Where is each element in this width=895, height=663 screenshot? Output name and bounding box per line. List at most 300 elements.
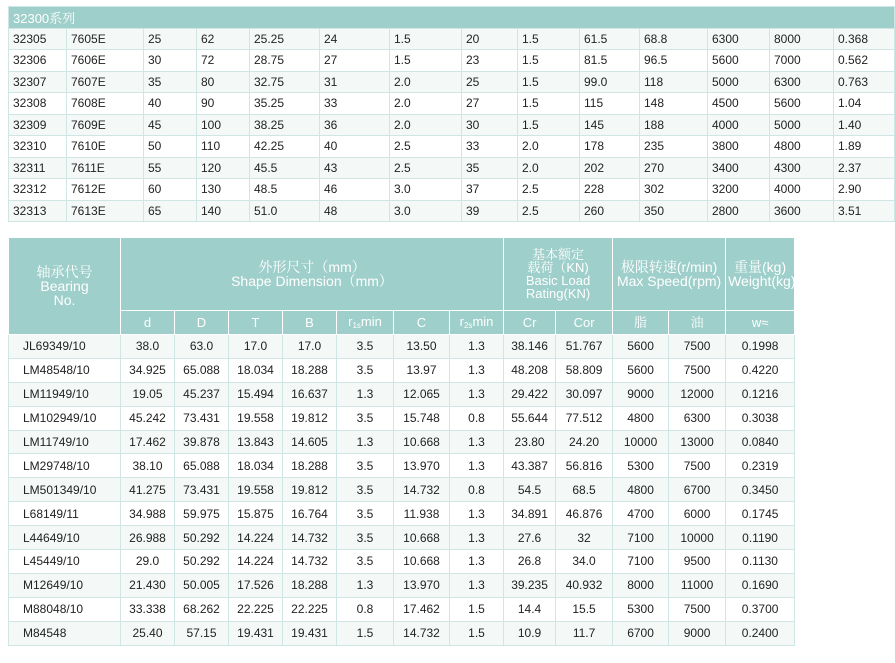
table-cell: 11.938 [394, 502, 450, 526]
table-cell: 18.288 [283, 358, 337, 382]
table-cell: 3.0 [390, 179, 462, 201]
table-cell: 120 [197, 157, 250, 179]
table-cell: 15.875 [229, 502, 283, 526]
table-cell: 30.097 [556, 382, 613, 406]
col-header-r1smin [337, 311, 394, 335]
table-cell: 0.2400 [726, 621, 795, 645]
table-cell: 23.80 [504, 430, 556, 454]
table-cell: 38.0 [121, 335, 175, 359]
table-cell: 13000 [669, 430, 726, 454]
table-cell: 9000 [669, 621, 726, 645]
table-cell: 1.5 [450, 621, 504, 645]
table-cell: 140 [197, 200, 250, 222]
table-cell: 1.5 [518, 28, 580, 50]
table-cell: 32306 [9, 50, 67, 72]
table-row [9, 526, 795, 550]
table-cell: 115 [580, 93, 640, 115]
table-cell: 12000 [669, 382, 726, 406]
table-cell: 5600 [613, 358, 669, 382]
table-cell: 33.338 [121, 597, 175, 621]
taper-table-body [9, 335, 795, 646]
table-cell: 27.6 [504, 526, 556, 550]
basic-load-cn1: 基本额定 [532, 247, 585, 262]
table-row [9, 382, 795, 406]
table-cell: 1.3 [450, 454, 504, 478]
table-cell: 11000 [669, 573, 726, 597]
table-cell: 6700 [613, 621, 669, 645]
table-cell: 48.5 [250, 179, 320, 201]
table-cell: 2.0 [390, 71, 462, 93]
table-row [9, 358, 795, 382]
table-cell: 1.3 [450, 550, 504, 574]
weight-header [726, 238, 795, 311]
table-cell: 0.8 [450, 406, 504, 430]
table-cell: 3.5 [337, 358, 394, 382]
table-cell: 50.292 [175, 550, 229, 574]
table-cell: 21.430 [121, 573, 175, 597]
table-cell: 1.3 [450, 358, 504, 382]
table-cell: 2.0 [390, 93, 462, 115]
table-cell: 26.988 [121, 526, 175, 550]
table-cell: 4800 [770, 136, 834, 158]
table-cell: 2.0 [390, 114, 462, 136]
shape-dimension-en: Shape Dimension（mm） [231, 273, 393, 289]
table-cell: 9500 [669, 550, 726, 574]
table-row [9, 454, 795, 478]
table-cell: 73.431 [175, 478, 229, 502]
table-cell: 4700 [613, 502, 669, 526]
table-cell: 39 [462, 200, 518, 222]
table-cell: 1.3 [450, 335, 504, 359]
table-cell: 63.0 [175, 335, 229, 359]
taper-table-header [9, 238, 795, 335]
table-row [9, 335, 795, 359]
table-cell: 50 [144, 136, 197, 158]
table-cell: 35 [144, 71, 197, 93]
table-cell: 13.50 [394, 335, 450, 359]
table-cell: 2.5 [518, 200, 580, 222]
table-cell: 34.891 [504, 502, 556, 526]
table-cell: 26.8 [504, 550, 556, 574]
shape-dimension-cn: 外形尺寸（mm） [258, 259, 366, 275]
table-cell: 1.3 [337, 430, 394, 454]
table-cell: 2.0 [518, 157, 580, 179]
weight-cn: 重量(kg) [734, 259, 787, 275]
table-cell: 0.562 [834, 50, 895, 72]
table-cell: 11.7 [556, 621, 613, 645]
series-caption: 32300系列 [9, 7, 895, 29]
table-cell: 0.0840 [726, 430, 795, 454]
table-cell: 50.005 [175, 573, 229, 597]
basic-load-header [504, 238, 613, 311]
r2-sub: 2s [463, 321, 473, 330]
table-cell: 1.40 [834, 114, 895, 136]
table-row [9, 93, 895, 115]
table-cell: 68.262 [175, 597, 229, 621]
table-cell: 0.8 [337, 597, 394, 621]
table-cell: 7500 [669, 597, 726, 621]
table-cell: 48 [320, 200, 390, 222]
table-cell: 8000 [770, 28, 834, 50]
table-cell: L45449/10 [9, 550, 121, 574]
table-cell: 6300 [669, 406, 726, 430]
table-row [9, 478, 795, 502]
table-cell: 0.1690 [726, 573, 795, 597]
table-cell: 46.876 [556, 502, 613, 526]
table-cell: 228 [580, 179, 640, 201]
table-cell: 18.288 [283, 573, 337, 597]
bearing-no-en1: Bearing [40, 278, 89, 294]
table-cell: 0.1130 [726, 550, 795, 574]
table-cell: 72 [197, 50, 250, 72]
table-cell: 7500 [669, 358, 726, 382]
table-cell: 33 [320, 93, 390, 115]
table-cell: 1.04 [834, 93, 895, 115]
table-cell: 32305 [9, 28, 67, 50]
table-cell: 14.224 [229, 526, 283, 550]
col-header-r2smin [450, 311, 504, 335]
r1-tail: min [360, 314, 382, 329]
table-cell: 42.25 [250, 136, 320, 158]
table-cell: 38.146 [504, 335, 556, 359]
table-row [9, 621, 795, 645]
table-cell: 7605E [67, 28, 144, 50]
table-cell: 7611E [67, 157, 144, 179]
table-cell: 3.51 [834, 200, 895, 222]
table-cell: 45 [144, 114, 197, 136]
table-cell: 19.812 [283, 478, 337, 502]
table-cell: 37 [462, 179, 518, 201]
table-cell: 18.034 [229, 358, 283, 382]
table-cell: 1.5 [518, 71, 580, 93]
table-cell: 7606E [67, 50, 144, 72]
table-cell: 0.368 [834, 28, 895, 50]
table-cell: 15.494 [229, 382, 283, 406]
basic-load-en2: Rating(KN) [525, 286, 591, 301]
table-cell: 118 [640, 71, 708, 93]
table-cell: 0.2319 [726, 454, 795, 478]
table-cell: 80 [197, 71, 250, 93]
table-cell: 65.088 [175, 454, 229, 478]
table-cell: 10000 [669, 526, 726, 550]
col-header-d: d [121, 311, 175, 335]
table-cell: 27 [320, 50, 390, 72]
table-cell: M12649/10 [9, 573, 121, 597]
table-cell: 14.732 [283, 526, 337, 550]
table-cell: 16.764 [283, 502, 337, 526]
table-cell: 188 [640, 114, 708, 136]
table-cell: 0.3700 [726, 597, 795, 621]
table-cell: 25 [462, 71, 518, 93]
table-cell: 58.809 [556, 358, 613, 382]
col-header-D: D [175, 311, 229, 335]
r1-base: r [348, 314, 353, 329]
table-cell: 22.225 [283, 597, 337, 621]
table-cell: L68149/11 [9, 502, 121, 526]
basic-load-cn2: 载荷（KN) [527, 260, 589, 275]
table-cell: LM102949/10 [9, 406, 121, 430]
table-cell: 4000 [770, 179, 834, 201]
shape-dimension-header [121, 238, 504, 311]
table-cell: 3200 [708, 179, 770, 201]
table-cell: 19.558 [229, 478, 283, 502]
table-cell: 29.422 [504, 382, 556, 406]
table-cell: 25.40 [121, 621, 175, 645]
table-cell: 6000 [669, 502, 726, 526]
table-cell: 14.732 [394, 478, 450, 502]
table-cell: LM48548/10 [9, 358, 121, 382]
table-cell: L44649/10 [9, 526, 121, 550]
table-cell: 1.5 [390, 28, 462, 50]
table-cell: 17.0 [283, 335, 337, 359]
table-cell: 2.37 [834, 157, 895, 179]
table-cell: 5600 [708, 50, 770, 72]
table-cell: 65.088 [175, 358, 229, 382]
table-cell: 1.5 [390, 50, 462, 72]
table-cell: 10000 [613, 430, 669, 454]
table-cell: 7000 [770, 50, 834, 72]
table-cell: 1.5 [518, 50, 580, 72]
series-32300-table [8, 6, 895, 222]
table-row [9, 573, 795, 597]
table-cell: 73.431 [175, 406, 229, 430]
table-cell: 32311 [9, 157, 67, 179]
table-cell: 130 [197, 179, 250, 201]
table-cell: 13.843 [229, 430, 283, 454]
table-cell: 5000 [770, 114, 834, 136]
table-cell: 20 [462, 28, 518, 50]
table-cell: 7100 [613, 550, 669, 574]
table-cell: 34.925 [121, 358, 175, 382]
bearing-no-en2: No. [53, 292, 76, 308]
table-cell: 32 [556, 526, 613, 550]
taper-bearing-table [8, 237, 795, 646]
col-header-Cr: Cr [504, 311, 556, 335]
table-cell: 7500 [669, 335, 726, 359]
table-cell: 23 [462, 50, 518, 72]
table-cell: 39.235 [504, 573, 556, 597]
table-cell: 17.526 [229, 573, 283, 597]
table-cell: 2.5 [390, 157, 462, 179]
table-cell: 9000 [613, 382, 669, 406]
table-cell: 81.5 [580, 50, 640, 72]
table-row [9, 502, 795, 526]
table-cell: 43.387 [504, 454, 556, 478]
table-cell: 60 [144, 179, 197, 201]
table-cell: 145 [580, 114, 640, 136]
table-cell: 3.5 [337, 335, 394, 359]
table-row [9, 200, 895, 222]
table-cell: 178 [580, 136, 640, 158]
table-cell: 32310 [9, 136, 67, 158]
table-cell: 14.4 [504, 597, 556, 621]
table-cell: 68.8 [640, 28, 708, 50]
table-cell: 16.637 [283, 382, 337, 406]
table-cell: 33 [462, 136, 518, 158]
table-cell: 7612E [67, 179, 144, 201]
table-cell: 40 [144, 93, 197, 115]
table-row [9, 71, 895, 93]
max-speed-cn: 极限转速(r/min) [620, 259, 718, 275]
table-cell: 202 [580, 157, 640, 179]
table-row [9, 157, 895, 179]
table-cell: 1.5 [518, 93, 580, 115]
r2-base: r [459, 314, 464, 329]
max-speed-en: Max Speed(rpm) [616, 273, 722, 289]
table-cell: 1.3 [450, 382, 504, 406]
table-cell: 14.605 [283, 430, 337, 454]
table-cell: LM11749/10 [9, 430, 121, 454]
table-cell: 39.878 [175, 430, 229, 454]
table-cell: 25 [144, 28, 197, 50]
table-cell: 2.5 [390, 136, 462, 158]
table-cell: 1.3 [450, 526, 504, 550]
table-cell: 38.10 [121, 454, 175, 478]
table-cell: 8000 [613, 573, 669, 597]
table-cell: 7613E [67, 200, 144, 222]
col-header-Cor: Cor [556, 311, 613, 335]
table-cell: 32309 [9, 114, 67, 136]
table-cell: 99.0 [580, 71, 640, 93]
table-cell: 34.988 [121, 502, 175, 526]
r2-tail: min [472, 314, 494, 329]
table-cell: 19.431 [283, 621, 337, 645]
table-cell: 110 [197, 136, 250, 158]
table-cell: 13.970 [394, 454, 450, 478]
table-cell: 35.25 [250, 93, 320, 115]
table-cell: 17.462 [121, 430, 175, 454]
table-cell: 40.932 [556, 573, 613, 597]
table-cell: 32308 [9, 93, 67, 115]
table-cell: 3.5 [337, 478, 394, 502]
table-cell: 29.0 [121, 550, 175, 574]
table-cell: 1.5 [337, 621, 394, 645]
table-cell: 3.5 [337, 406, 394, 430]
table-cell: 51.767 [556, 335, 613, 359]
table-cell: 25.25 [250, 28, 320, 50]
table-cell: LM501349/10 [9, 478, 121, 502]
table-cell: 2800 [708, 200, 770, 222]
table-cell: 13.97 [394, 358, 450, 382]
table-cell: 3.5 [337, 454, 394, 478]
table-cell: 62 [197, 28, 250, 50]
table-cell: 32313 [9, 200, 67, 222]
table-cell: 19.431 [229, 621, 283, 645]
max-speed-header [613, 238, 726, 311]
table-cell: 1.3 [450, 430, 504, 454]
table-cell: 35 [462, 157, 518, 179]
table-row [9, 597, 795, 621]
table-cell: 4300 [770, 157, 834, 179]
table-cell: 96.5 [640, 50, 708, 72]
table-cell: 7609E [67, 114, 144, 136]
table-cell: 5300 [613, 597, 669, 621]
table-cell: M88048/10 [9, 597, 121, 621]
table-cell: 45.5 [250, 157, 320, 179]
table-cell: 2.5 [518, 179, 580, 201]
table-cell: 0.1745 [726, 502, 795, 526]
table-cell: 3600 [770, 200, 834, 222]
table-cell: 6300 [770, 71, 834, 93]
table-cell: 148 [640, 93, 708, 115]
table-cell: 22.225 [229, 597, 283, 621]
table-cell: 4800 [613, 478, 669, 502]
table-cell: 7100 [613, 526, 669, 550]
table-row [9, 179, 895, 201]
table-cell: 7610E [67, 136, 144, 158]
table-cell: 51.0 [250, 200, 320, 222]
table-cell: 3.5 [337, 550, 394, 574]
table-cell: 5300 [613, 454, 669, 478]
table-cell: 7607E [67, 71, 144, 93]
table-cell: 32307 [9, 71, 67, 93]
table-cell: 0.1216 [726, 382, 795, 406]
table-cell: 350 [640, 200, 708, 222]
table-cell: 7608E [67, 93, 144, 115]
series-table-body [9, 28, 895, 222]
table-cell: 10.668 [394, 550, 450, 574]
table-cell: 45.237 [175, 382, 229, 406]
table-cell: 1.3 [450, 502, 504, 526]
col-header-T: T [229, 311, 283, 335]
table-cell: 14.732 [283, 550, 337, 574]
table-cell: 1.3 [450, 573, 504, 597]
basic-load-en1: Basic Load [525, 273, 591, 288]
table-cell: 260 [580, 200, 640, 222]
table-cell: LM29748/10 [9, 454, 121, 478]
weight-en: Weight(kg) [728, 273, 796, 289]
table-row [9, 406, 795, 430]
table-cell: 38.25 [250, 114, 320, 136]
table-cell: 19.05 [121, 382, 175, 406]
table-cell: 2.0 [518, 136, 580, 158]
table-cell: 1.5 [518, 114, 580, 136]
table-cell: 28.75 [250, 50, 320, 72]
table-cell: 4500 [708, 93, 770, 115]
table-cell: 24 [320, 28, 390, 50]
table-cell: 50.292 [175, 526, 229, 550]
table-cell: 30 [462, 114, 518, 136]
table-cell: 24.20 [556, 430, 613, 454]
table-cell: 10.668 [394, 430, 450, 454]
table-cell: 48.208 [504, 358, 556, 382]
r1-sub: 1s [352, 321, 361, 330]
table-cell: 10.668 [394, 526, 450, 550]
table-cell: 90 [197, 93, 250, 115]
table-cell: 45.242 [121, 406, 175, 430]
table-cell: 2.90 [834, 179, 895, 201]
table-cell: LM11949/10 [9, 382, 121, 406]
table-cell: 18.034 [229, 454, 283, 478]
table-row [9, 28, 895, 50]
table-cell: 3.5 [337, 502, 394, 526]
table-cell: 27 [462, 93, 518, 115]
bearing-no-cn: 轴承代号 [36, 264, 93, 280]
table-cell: 14.732 [394, 621, 450, 645]
table-cell: 0.4220 [726, 358, 795, 382]
table-cell: 34.0 [556, 550, 613, 574]
table-cell: M84548 [9, 621, 121, 645]
table-cell: 30 [144, 50, 197, 72]
table-cell: 3.5 [337, 526, 394, 550]
table-cell: 43 [320, 157, 390, 179]
table-cell: 0.1998 [726, 335, 795, 359]
table-row [9, 114, 895, 136]
table-cell: 6300 [708, 28, 770, 50]
table-cell: 0.3450 [726, 478, 795, 502]
table-cell: 57.15 [175, 621, 229, 645]
table-cell: 1.89 [834, 136, 895, 158]
